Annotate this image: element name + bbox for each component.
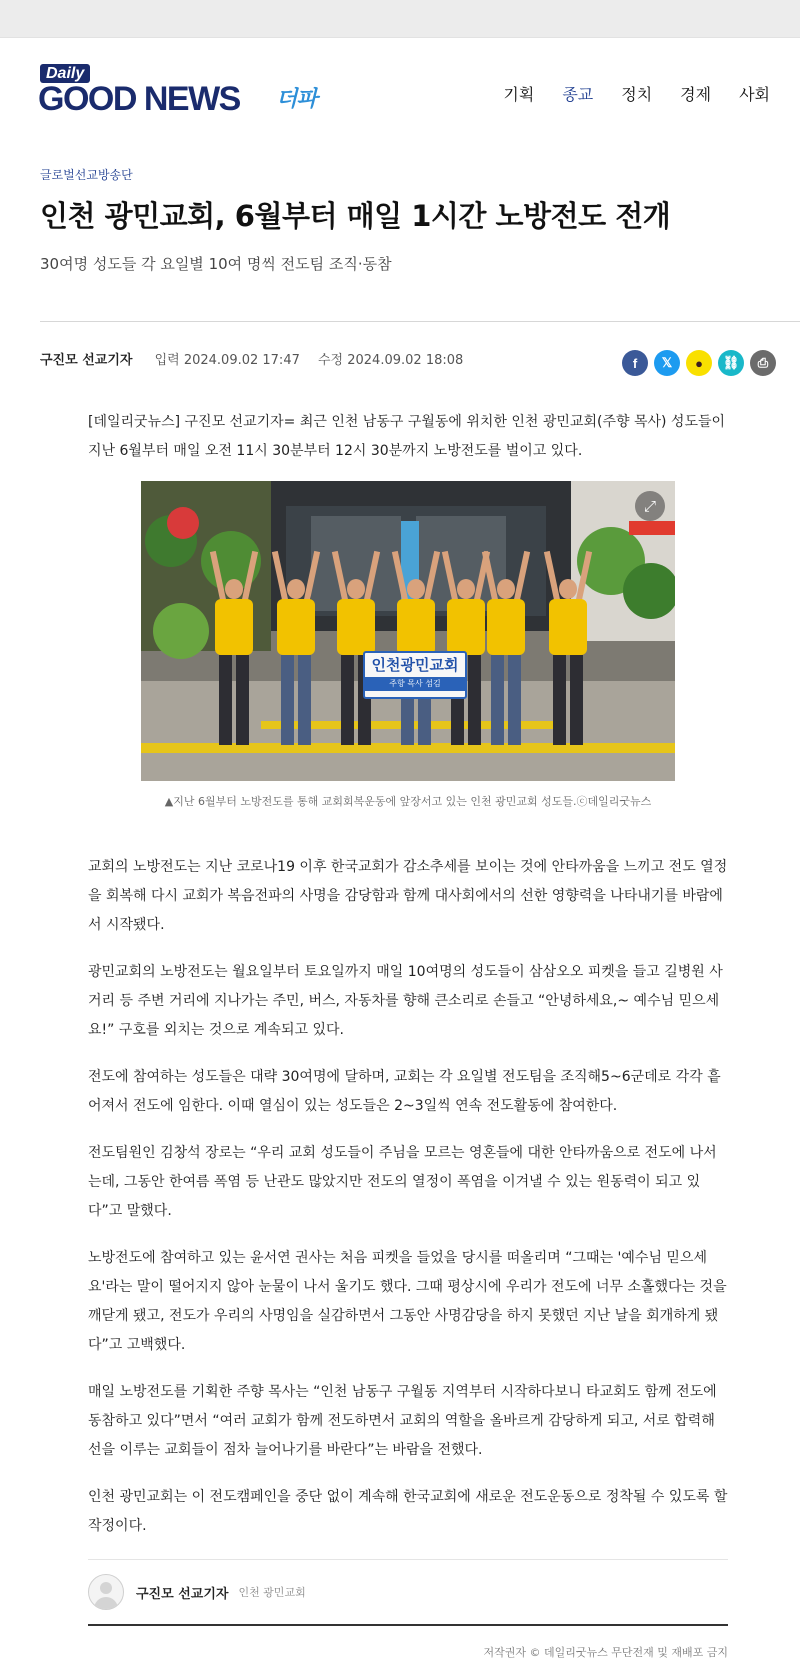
spacer bbox=[88, 809, 728, 853]
site-logo[interactable] bbox=[38, 64, 338, 124]
person-figure bbox=[543, 551, 593, 771]
article-subtitle: 30여명 성도들 각 요일별 10여 명씩 전도팀 조직·동참 bbox=[40, 255, 392, 273]
x-twitter-icon[interactable]: 𝕏 bbox=[654, 350, 680, 376]
logo-main: GOOD NEWS bbox=[38, 80, 240, 118]
people-group bbox=[141, 481, 675, 781]
byline-row bbox=[0, 350, 800, 408]
paragraph: 노방전도에 참여하고 있는 윤서연 권사는 처음 피켓을 들었을 당시를 떠올리며 “그때는 '예수님 믿으세요'라는 말이 떨어지지 않아 눈물이 나서 울기도 했다. 그때 평상시에 우리가 전도에 너무 소홀했다는 것을 깨닫게 됐고, 전도가 우리의 사명임을 실감하면서 그동안 사명감당을 하지 못했던 지난 날을 회개하게 됐다”고 고백했다. bbox=[88, 1250, 727, 1353]
person-figure bbox=[209, 551, 259, 771]
paragraph: 교회의 노방전도는 지난 코로나19 이후 한국교회가 감소추세를 보이는 것에 안타까움을 느끼고 전도 열정을 회복해 다시 교회가 복음전파의 사명을 감당함과 함께 대사회에서의 선한 영향력을 나타내기를 바람에서 시작됐다. bbox=[88, 859, 728, 933]
nav-item-economy[interactable]: 경제 bbox=[680, 85, 712, 104]
copy-link-icon[interactable]: ⛓ bbox=[718, 350, 744, 376]
church-sign-text: 인천광민교회 bbox=[371, 656, 459, 674]
author-avatar-icon bbox=[88, 1574, 124, 1610]
nav-item-society[interactable]: 사회 bbox=[739, 85, 770, 104]
article-body bbox=[0, 408, 800, 1541]
church-sign bbox=[363, 651, 467, 699]
paragraph: 인천 광민교회는 이 전도캠페인을 중단 없이 계속해 한국교회에 새로운 전도운동으로 정착될 수 있도록 할 작정이다. bbox=[88, 1489, 728, 1534]
article-lead: [데일리굿뉴스] 구진모 선교기자= 최근 인천 남동구 구월동에 위치한 인천 광민교회(주향 목사) 성도들이 지난 6월부터 매일 오전 11시 30분부터 12시 30분까지 노방전도를 벌이고 있다. bbox=[88, 414, 726, 459]
article-category[interactable]: 글로벌선교방송단 bbox=[40, 168, 133, 182]
article-photo-figure bbox=[88, 481, 728, 809]
browser-top-bar bbox=[0, 0, 800, 38]
photo-caption: ▲지난 6월부터 노방전도를 통해 교회회복운동에 앞장서고 있는 인천 광민교회 성도들.ⓒ데일리굿뉴스 bbox=[164, 795, 652, 808]
nav-item-planning[interactable]: 기획 bbox=[503, 85, 535, 104]
nav-item-politics[interactable]: 정치 bbox=[621, 85, 653, 104]
author-box-tag[interactable]: 인천 광민교회 bbox=[238, 1586, 306, 1599]
church-sign-subtext: 주향 목사 섬김 bbox=[365, 677, 465, 691]
paragraph: 매일 노방전도를 기획한 주향 목사는 “인천 남동구 구월동 지역부터 시작하다보니 타교회도 함께 전도에 동참하고 있다”면서 “여러 교회가 함께 전도하면서 교회의 역할을 올바르게 감당하게 되고, 서로 합력해 선을 이루는 교회들이 점차 늘어나기를 바란다”는 바람을 전했다. bbox=[88, 1384, 717, 1458]
person-figure bbox=[271, 551, 321, 771]
kakaotalk-icon[interactable]: ● bbox=[686, 350, 712, 376]
person-figure bbox=[481, 551, 531, 771]
article-header bbox=[0, 166, 800, 274]
paragraph: 광민교회의 노방전도는 월요일부터 토요일까지 매일 10여명의 성도들이 삼삼오오 피켓을 들고 길병원 사거리 등 주변 거리에 지나가는 주민, 버스, 자동차를 향해 큰소리로 손들고 “안녕하세요,~ 예수님 믿으세요!” 구호를 외치는 것으로 계속되고 있다. bbox=[88, 964, 723, 1038]
published-date: 입력 2024.09.02 17:47 bbox=[154, 353, 300, 368]
main-nav bbox=[503, 82, 770, 105]
author-box-name[interactable]: 구진모 선교기자 bbox=[136, 1586, 229, 1602]
logo-sub: 더파 bbox=[276, 86, 317, 111]
nav-item-religion[interactable]: 종교 bbox=[562, 85, 594, 104]
paragraph: 전도팀원인 김창석 장로는 “우리 교회 성도들이 주님을 모르는 영혼들에 대한 안타까움으로 전도에 나서는데, 그동안 한여름 폭염 등 난관도 많았지만 전도의 열정이 폭염을 이겨낼 수 있는 원동력이 되고 있다”고 말했다. bbox=[88, 1145, 717, 1219]
print-icon[interactable]: ⎙ bbox=[750, 350, 776, 376]
facebook-icon[interactable]: f bbox=[622, 350, 648, 376]
author-box bbox=[88, 1559, 728, 1626]
share-buttons bbox=[622, 350, 776, 376]
header-divider bbox=[40, 321, 800, 322]
paragraph: 전도에 참여하는 성도들은 대략 30여명에 달하며, 교회는 각 요일별 전도팀을 조직해5~6군데로 각각 흩어져서 전도에 임한다. 이때 열심이 있는 성도들은 2~3일씩 연속 전도활동에 참여한다. bbox=[88, 1069, 721, 1114]
article-photo[interactable] bbox=[141, 481, 675, 781]
byline-author[interactable]: 구진모 선교기자 bbox=[40, 353, 133, 368]
logo-daily: Daily bbox=[40, 64, 90, 83]
copyright-notice: 저작권자 © 데일리굿뉴스 무단전재 및 재배포 금지 bbox=[483, 1646, 728, 1659]
expand-icon[interactable]: ⤢ bbox=[635, 491, 665, 521]
modified-date: 수정 2024.09.02 18:08 bbox=[318, 353, 464, 368]
article-title: 인천 광민교회, 6월부터 매일 1시간 노방전도 전개 bbox=[40, 199, 671, 233]
